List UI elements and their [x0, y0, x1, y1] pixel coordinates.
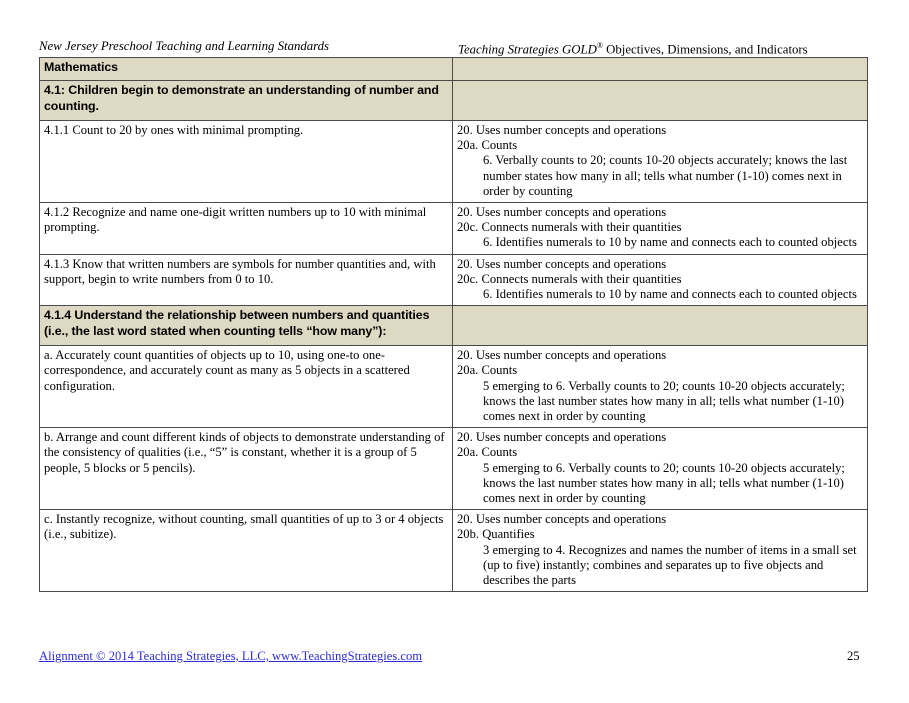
running-head-right	[458, 38, 808, 57]
gold-objective: 20. Uses number concepts and operations	[457, 430, 667, 445]
standard-heading-cell-right	[453, 306, 868, 346]
table-row-4-1-3	[40, 254, 868, 306]
gold-dimension: 20a. Counts	[457, 138, 518, 153]
gold-indicator: 3 emerging to 4. Recognizes and names the number of items in a small set (up to five) instantly; combines and separates up to five objects and describes the parts	[483, 542, 857, 588]
standard-text-cell: a. Accurately count quantities of objects up to 10, using one-to one-correspondence, and accurately count as many as 5 objects in a scattered configuration.	[40, 346, 453, 428]
standard-text-cell: 4.1.3 Know that written numbers are symbols for number quantities and, with support, begin to write numbers from 0 to 10.	[40, 254, 453, 306]
table-row-4-1-4-a	[40, 346, 868, 428]
gold-objective: 20. Uses number concepts and operations	[457, 256, 667, 271]
gold-indicator: 5 emerging to 6. Verbally counts to 20; counts 10-20 objects accurately; knows the last number states how many in all; tells what number (1-10) comes next in order by counting	[483, 378, 845, 424]
page-number: 25	[847, 649, 860, 663]
footer-copyright-link[interactable]: Alignment © 2014 Teaching Strategies, LLC, www.TeachingStrategies.com	[39, 649, 423, 663]
gold-alignment-cell	[453, 428, 868, 510]
gold-indicator: 6. Identifies numerals to 10 by name and connects each to counted objects	[483, 235, 857, 250]
gold-alignment-cell	[453, 254, 868, 306]
table-row-standard-4-1	[40, 81, 868, 121]
table-row-4-1-4-b	[40, 428, 868, 510]
table-row-mathematics	[40, 58, 868, 81]
standard-heading-cell: 4.1.4 Understand the relationship between numbers and quantities (i.e., the last word stated when counting tells “how many”):	[40, 306, 453, 346]
table-body	[40, 58, 868, 592]
gold-dimension: 20a. Counts	[457, 445, 518, 460]
running-head-gold-title: Teaching Strategies GOLD	[458, 42, 597, 57]
standard-text-cell: 4.1.1 Count to 20 by ones with minimal prompting.	[40, 121, 453, 203]
table-row-4-1-4-c	[40, 510, 868, 592]
gold-dimension: 20b. Quantifies	[457, 527, 535, 542]
gold-dimension: 20c. Connects numerals with their quantities	[457, 220, 682, 235]
standards-alignment-table	[39, 57, 868, 592]
gold-alignment-cell	[453, 510, 868, 592]
table-row-4-1-2	[40, 203, 868, 255]
gold-objective: 20. Uses number concepts and operations	[457, 205, 667, 220]
running-head-right-rest: Objectives, Dimensions, and Indicators	[602, 42, 808, 57]
gold-alignment-cell	[453, 121, 868, 203]
gold-dimension: 20c. Connects numerals with their quantities	[457, 271, 682, 286]
running-head	[39, 38, 867, 56]
running-head-left: New Jersey Preschool Teaching and Learning Standards	[39, 39, 330, 53]
registered-trademark-icon: ®	[596, 41, 603, 50]
gold-indicator: 6. Identifies numerals to 10 by name and connects each to counted objects	[483, 287, 857, 302]
standard-text-cell: 4.1.2 Recognize and name one-digit written numbers up to 10 with minimal prompting.	[40, 203, 453, 255]
gold-dimension: 20a. Counts	[457, 363, 518, 378]
gold-indicator: 5 emerging to 6. Verbally counts to 20; counts 10-20 objects accurately; knows the last number states how many in all; tells what number (1-10) comes next in order by counting	[483, 460, 845, 506]
standard-heading-cell: 4.1: Children begin to demonstrate an understanding of number and counting.	[40, 81, 453, 121]
standard-text-cell: b. Arrange and count different kinds of objects to demonstrate understanding of the consistency of qualities (i.e., “5” is constant, whether it is a group of 5 people, 5 blocks or 5 pencils).	[40, 428, 453, 510]
gold-alignment-cell	[453, 346, 868, 428]
table-row-4-1-1	[40, 121, 868, 203]
standard-heading-cell-right	[453, 81, 868, 121]
gold-objective: 20. Uses number concepts and operations	[457, 348, 667, 363]
standard-text-cell: c. Instantly recognize, without counting, small quantities of up to 3 or 4 objects (i.e., subitize).	[40, 510, 453, 592]
subject-heading-cell: Mathematics	[40, 58, 453, 81]
gold-indicator: 6. Verbally counts to 20; counts 10-20 objects accurately; knows the last number states how many in all; tells what number (1-10) comes next in order by counting	[483, 153, 848, 198]
table-row-standard-4-1-4	[40, 306, 868, 346]
subject-heading-cell-right	[453, 58, 868, 81]
gold-alignment-cell	[453, 203, 868, 255]
gold-objective: 20. Uses number concepts and operations	[457, 123, 667, 137]
gold-objective: 20. Uses number concepts and operations	[457, 512, 667, 527]
